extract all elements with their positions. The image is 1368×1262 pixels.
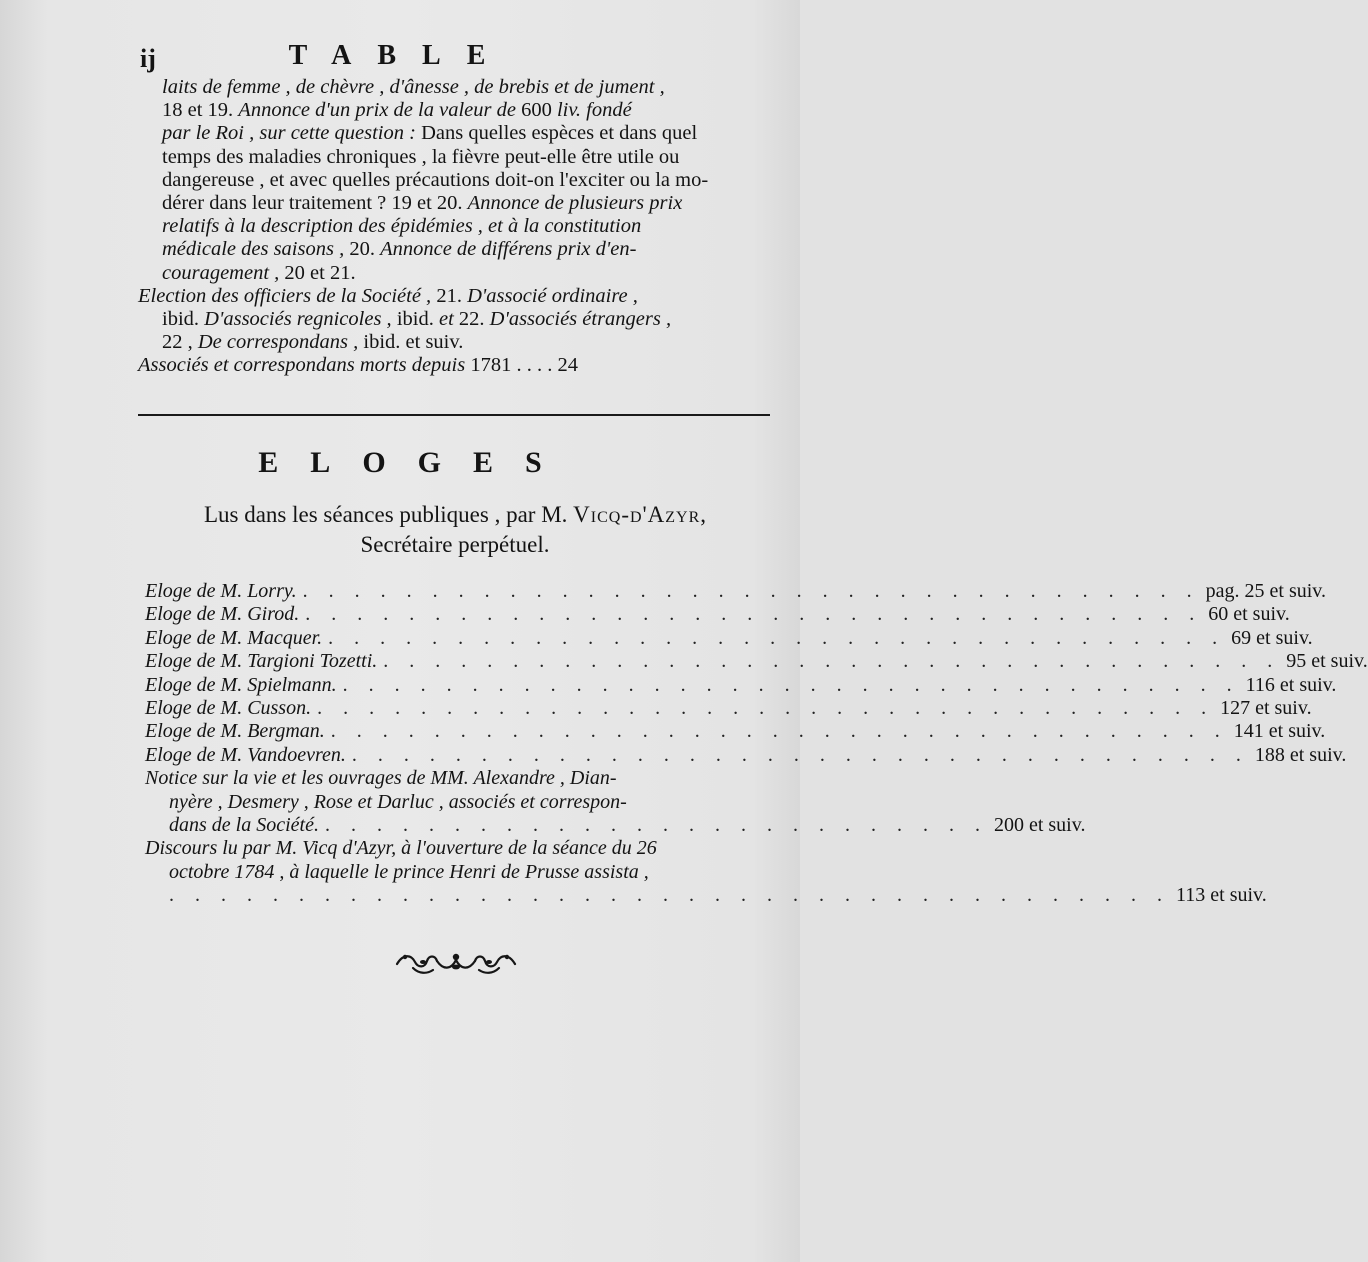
entry-text: dérer dans leur traitement ? 19 et 20. (162, 192, 468, 215)
section-divider (138, 414, 770, 416)
page-header (0, 40, 800, 76)
toc-notice-last (145, 814, 1086, 837)
toc-entry-page: 116 et suiv. (1245, 673, 1337, 696)
toc-discours-line: Discours lu par M. Vicq d'Azyr, à l'ouverture de la séance du 26 (145, 837, 657, 860)
entry-text: par le Roi , sur cette question : (162, 122, 416, 145)
entry-line (138, 354, 770, 377)
entry-line (138, 238, 770, 261)
toc-discours-line: octobre 1784 , à laquelle le prince Henri de Prusse assista , (169, 860, 649, 883)
eloges-rows (145, 580, 1368, 767)
subtitle-text: Lus dans les séances publiques , par M. (203, 502, 568, 527)
entry-text: ibid. (162, 308, 205, 331)
toc-entry (145, 743, 1347, 767)
entry-text: et (438, 308, 454, 331)
section-title: ELOGES (258, 446, 574, 479)
entry-line (138, 262, 770, 285)
entry-text: Annonce d'un prix de la valeur de (238, 99, 516, 122)
toc-entry-name: Eloge de M. Spielmann. (145, 673, 337, 696)
subtitle-author: Vicq-d'Azyr (573, 502, 701, 527)
entry-text: D'associés regnicoles , (204, 308, 392, 331)
toc-entry (145, 697, 1312, 720)
toc-entry (145, 650, 1368, 673)
table-entry (138, 354, 770, 377)
entry-text: couragement , (162, 261, 280, 284)
toc-entry-page: 127 et suiv. (1220, 697, 1312, 720)
entry-text: Associés et correspondans morts depuis (138, 354, 466, 377)
section-subtitle (130, 500, 780, 560)
entry-text: Annonce de différens prix d'en- (380, 238, 637, 261)
table-entry (138, 285, 770, 355)
entry-text: Annonce de plusieurs prix (467, 192, 683, 215)
toc-entry-name: Eloge de M. Lorry. (145, 580, 297, 602)
toc-entry (145, 580, 1327, 603)
entry-text: 21. (431, 284, 468, 307)
toc-entry-name: Eloge de M. Macquer. (145, 626, 323, 649)
leader-dots: . . . . . . . . . . . . . . . . . . . . . . . . . . . . . . . . . . . (330, 720, 1228, 743)
toc-entry-page: 69 et suiv. (1231, 626, 1313, 649)
toc-entry-page: pag. 25 et suiv. (1205, 580, 1327, 602)
entry-line (138, 215, 770, 238)
toc-entry-page: 113 et suiv. (1176, 884, 1267, 907)
toc-notice-line: nyère , Desmery , Rose et Darluc , associés et correspon- (169, 790, 627, 813)
toc-entry-page: 200 et suiv. (993, 814, 1086, 837)
toc-entry-name: Eloge de M. Girod. (145, 603, 300, 626)
entry-text: 22. (453, 308, 490, 331)
entry-text: laits de femme , de chèvre , d'ânesse , de brebis et de jument , (162, 76, 665, 98)
toc-entry (145, 626, 1313, 650)
entry-text: 18 et 19. (162, 99, 239, 122)
toc-notice-entry (145, 767, 1086, 837)
entry-text: 20. (344, 238, 381, 261)
table-entries (138, 76, 770, 378)
leader-dots: . . . . . . . . . . . . . . . . . . . . . . . . . . . . . . . . . . . (328, 626, 1226, 649)
leader-dots: . . . . . . . . . . . . . . . . . . . . . . . . . . . . . . . . . . . (305, 603, 1203, 626)
entry-line (138, 192, 770, 215)
entry-text: liv. fondé (556, 99, 632, 122)
toc-notice-line: Notice sur la vie et les ouvrages de MM. Alexandre , Dian- (145, 767, 617, 790)
entry-line (138, 308, 770, 331)
table-entry (138, 76, 770, 285)
entry-text: De correspondans , (197, 331, 359, 354)
leader-dots: . . . . . . . . . . . . . . . . . . . . . . . . . . . . . . . . . . . (317, 697, 1215, 720)
entry-line (138, 146, 770, 169)
entry-text: ibid. (391, 308, 439, 331)
entry-line (138, 76, 770, 99)
page-number: ij (140, 44, 156, 73)
entry-line (138, 99, 770, 122)
toc-entry-name: Eloge de M. Targioni Tozetti. (145, 650, 378, 673)
subtitle-role: Secrétaire perpétuel. (360, 532, 550, 557)
leader-dots: . . . . . . . . . . . . . . . . . . . . . . . . . . . . . . . . . . . (383, 650, 1281, 673)
toc-entry-page: 188 et suiv. (1254, 743, 1347, 766)
entry-text: D'associé ordinaire , (467, 284, 638, 307)
toc-entry-name: Eloge de M. Vandoevren. (145, 743, 346, 766)
entry-text: 600 (515, 99, 557, 122)
entry-text: Dans quelles espèces et dans quel (415, 122, 698, 145)
entry-text: 20 et 21. (279, 261, 356, 284)
entry-text: ibid. et suiv. (358, 331, 464, 354)
entry-text: 22 , (162, 331, 198, 354)
toc-entry (145, 673, 1337, 697)
leader-dots: . . . . . . . . . . . . . . . . . . . . . . . . . . . . . . . . . . . . . . . (169, 884, 1170, 907)
entry-text: D'associés étrangers , (489, 308, 672, 331)
subtitle-comma: , (700, 502, 707, 527)
leader-dots: . . . . . . . . . . . . . . . . . . . . . . . . . . (324, 814, 988, 837)
toc-entry-name: Eloge de M. Bergman. (145, 720, 325, 743)
entry-text: relatifs à la description des épidémies , et à la constitution (162, 215, 642, 238)
entry-line (138, 285, 770, 308)
entry-line (138, 169, 770, 192)
entry-text: médicale des saisons , (162, 238, 345, 261)
toc-discours-last (145, 884, 1267, 907)
running-title: TABLE (288, 40, 512, 71)
entry-text: Election des officiers de la Société , (138, 284, 432, 307)
entry-text: 1781 . . . . 24 (465, 354, 578, 377)
toc-entry-page: 95 et suiv. (1286, 650, 1368, 673)
toc-discours-entry (145, 837, 1267, 907)
entry-line (138, 122, 770, 145)
leader-dots: . . . . . . . . . . . . . . . . . . . . . . . . . . . . . . . . . . . (351, 743, 1249, 766)
entry-line (138, 331, 770, 354)
leader-dots: . . . . . . . . . . . . . . . . . . . . . . . . . . . . . . . . . . . (302, 580, 1200, 602)
toc-entry (145, 720, 1326, 743)
entry-text: dangereuse , et avec quelles précautions doit-on l'exciter ou la mo- (162, 168, 709, 191)
printer-ornament (393, 948, 519, 976)
entry-text: temps des maladies chroniques , la fièvre peut-elle être utile ou (162, 145, 680, 168)
toc-entry-page: 141 et suiv. (1233, 720, 1326, 743)
toc-entry-page: 60 et suiv. (1208, 603, 1290, 626)
toc-entry (145, 603, 1290, 626)
leader-dots: . . . . . . . . . . . . . . . . . . . . . . . . . . . . . . . . . . . (342, 673, 1240, 696)
toc-entry-name: dans de la Société. (169, 814, 319, 837)
toc-entry-name: Eloge de M. Cusson. (145, 697, 312, 720)
eloges-list (145, 580, 1368, 908)
